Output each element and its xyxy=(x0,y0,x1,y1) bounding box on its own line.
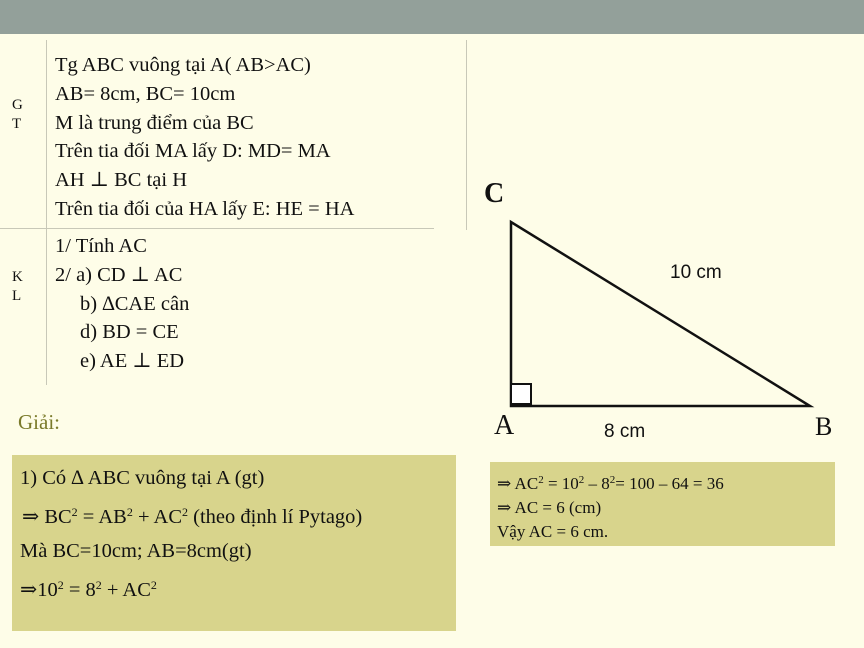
conclusion-line: d) BD = CE xyxy=(80,321,179,344)
kl-label: K L xyxy=(12,269,23,304)
solution-right-line: ⇒ $AC^2 = 10^2 - 8^2= 100 - 64 = 36$ xyxy=(497,474,724,493)
given-line: M là trung điểm của BC xyxy=(55,111,254,134)
title-bar xyxy=(0,0,864,34)
given-line: Tg ABC vuông tại A( AB>AC) xyxy=(55,54,311,76)
vertex-label-b: B xyxy=(815,412,833,441)
vertex-label-c: C xyxy=(484,178,505,209)
solution-left-line: Mà BC=10cm; AB=8cm(gt) xyxy=(20,540,252,562)
conclusion-line: b) ∆CAE cân xyxy=(80,292,190,315)
given-line: Trên tia đối của HA lấy E: HE = HA xyxy=(55,197,355,220)
given-line: AB= 8cm, BC= 10cm xyxy=(55,82,236,105)
table-vertical-divider xyxy=(46,40,47,385)
solution-left-line: ⇒ $BC^2 = AB^2 + AC^2$ (theo định lí Pytago) xyxy=(22,505,363,528)
solution-heading: Giải: xyxy=(18,410,60,434)
given-line: Trên tia đối MA lấy D: MD= MA xyxy=(55,140,331,163)
solution-left-line: $\Rightarrow 10^2 = 8^2 + AC^2$ xyxy=(20,578,157,601)
side-label-bc: 10 cm xyxy=(670,262,722,283)
conclusion-section xyxy=(55,232,189,376)
solution-right-line: Vậy AC = 6 cm. xyxy=(497,522,609,541)
conclusion-line: 1/ Tính AC xyxy=(55,235,147,257)
solution-left-text xyxy=(20,461,362,607)
solution-right-text xyxy=(497,468,724,544)
side-label-ab: 8 cm xyxy=(604,421,646,442)
solution-left-line: 1) Có ∆ ABC vuông tại A (gt) xyxy=(20,467,265,489)
solution-right-line: ⇒ AC = 6 (cm) xyxy=(497,498,602,517)
triangle-abc xyxy=(511,222,810,406)
given-section xyxy=(55,51,354,224)
conclusion-line: e) AE ⊥ ED xyxy=(80,350,185,373)
gt-label: G T xyxy=(12,97,23,132)
given-line: AH ⊥ BC tại H xyxy=(55,169,188,192)
table-right-border xyxy=(466,40,467,230)
right-angle-mark xyxy=(511,384,531,404)
table-horizontal-divider xyxy=(0,228,434,229)
conclusion-line: 2/ a) CD ⊥ AC xyxy=(55,263,183,286)
vertex-label-a: A xyxy=(494,410,515,441)
